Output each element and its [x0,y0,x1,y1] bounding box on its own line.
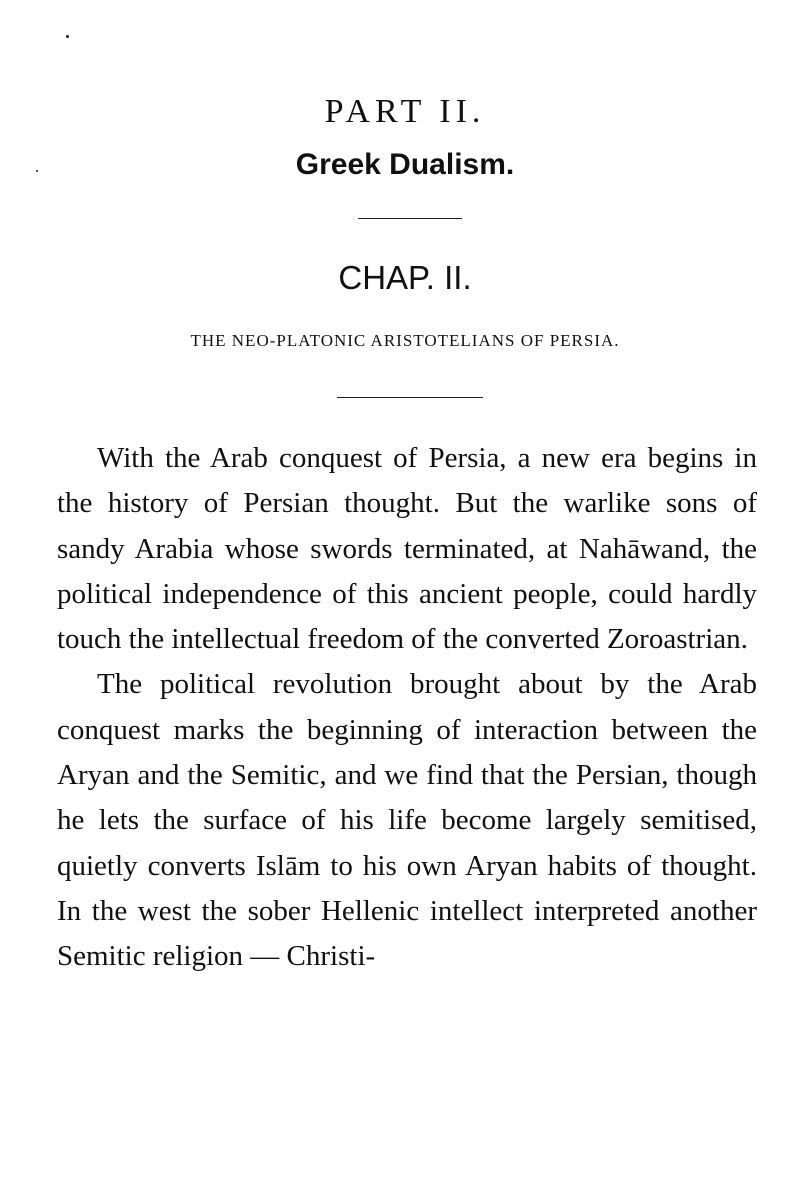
divider-rule [337,397,483,398]
body-text [57,436,757,980]
paragraph: The political revolution brought about by the Arab conquest marks the beginning of interaction between the Aryan and the Semitic, and we find that the Persian, though he lets the surface of his life become largely semitised, quietly converts Islām to his own Aryan habits of thought. In the west the sober Hellenic intellect interpreted another Semitic religion — Christi- [57,668,757,973]
paragraph: With the Arab conquest of Persia, a new era begins in the history of Persian thought. But the warlike sons of sandy Arabia whose swords terminated, at Nahāwand, the political independence of this ancient people, could hardly touch the intellectual freedom of the converted Zoroastrian. [57,442,757,656]
divider-rule [358,218,462,219]
part-subtitle: Greek Dualism. [295,148,515,181]
chapter-title: CHAP. II. [338,259,472,296]
print-speck [66,35,69,38]
part-title: PART II. [324,93,486,130]
chapter-heading: THE NEO-PLATONIC ARISTOTELIANS OF PERSIA. [190,331,620,350]
